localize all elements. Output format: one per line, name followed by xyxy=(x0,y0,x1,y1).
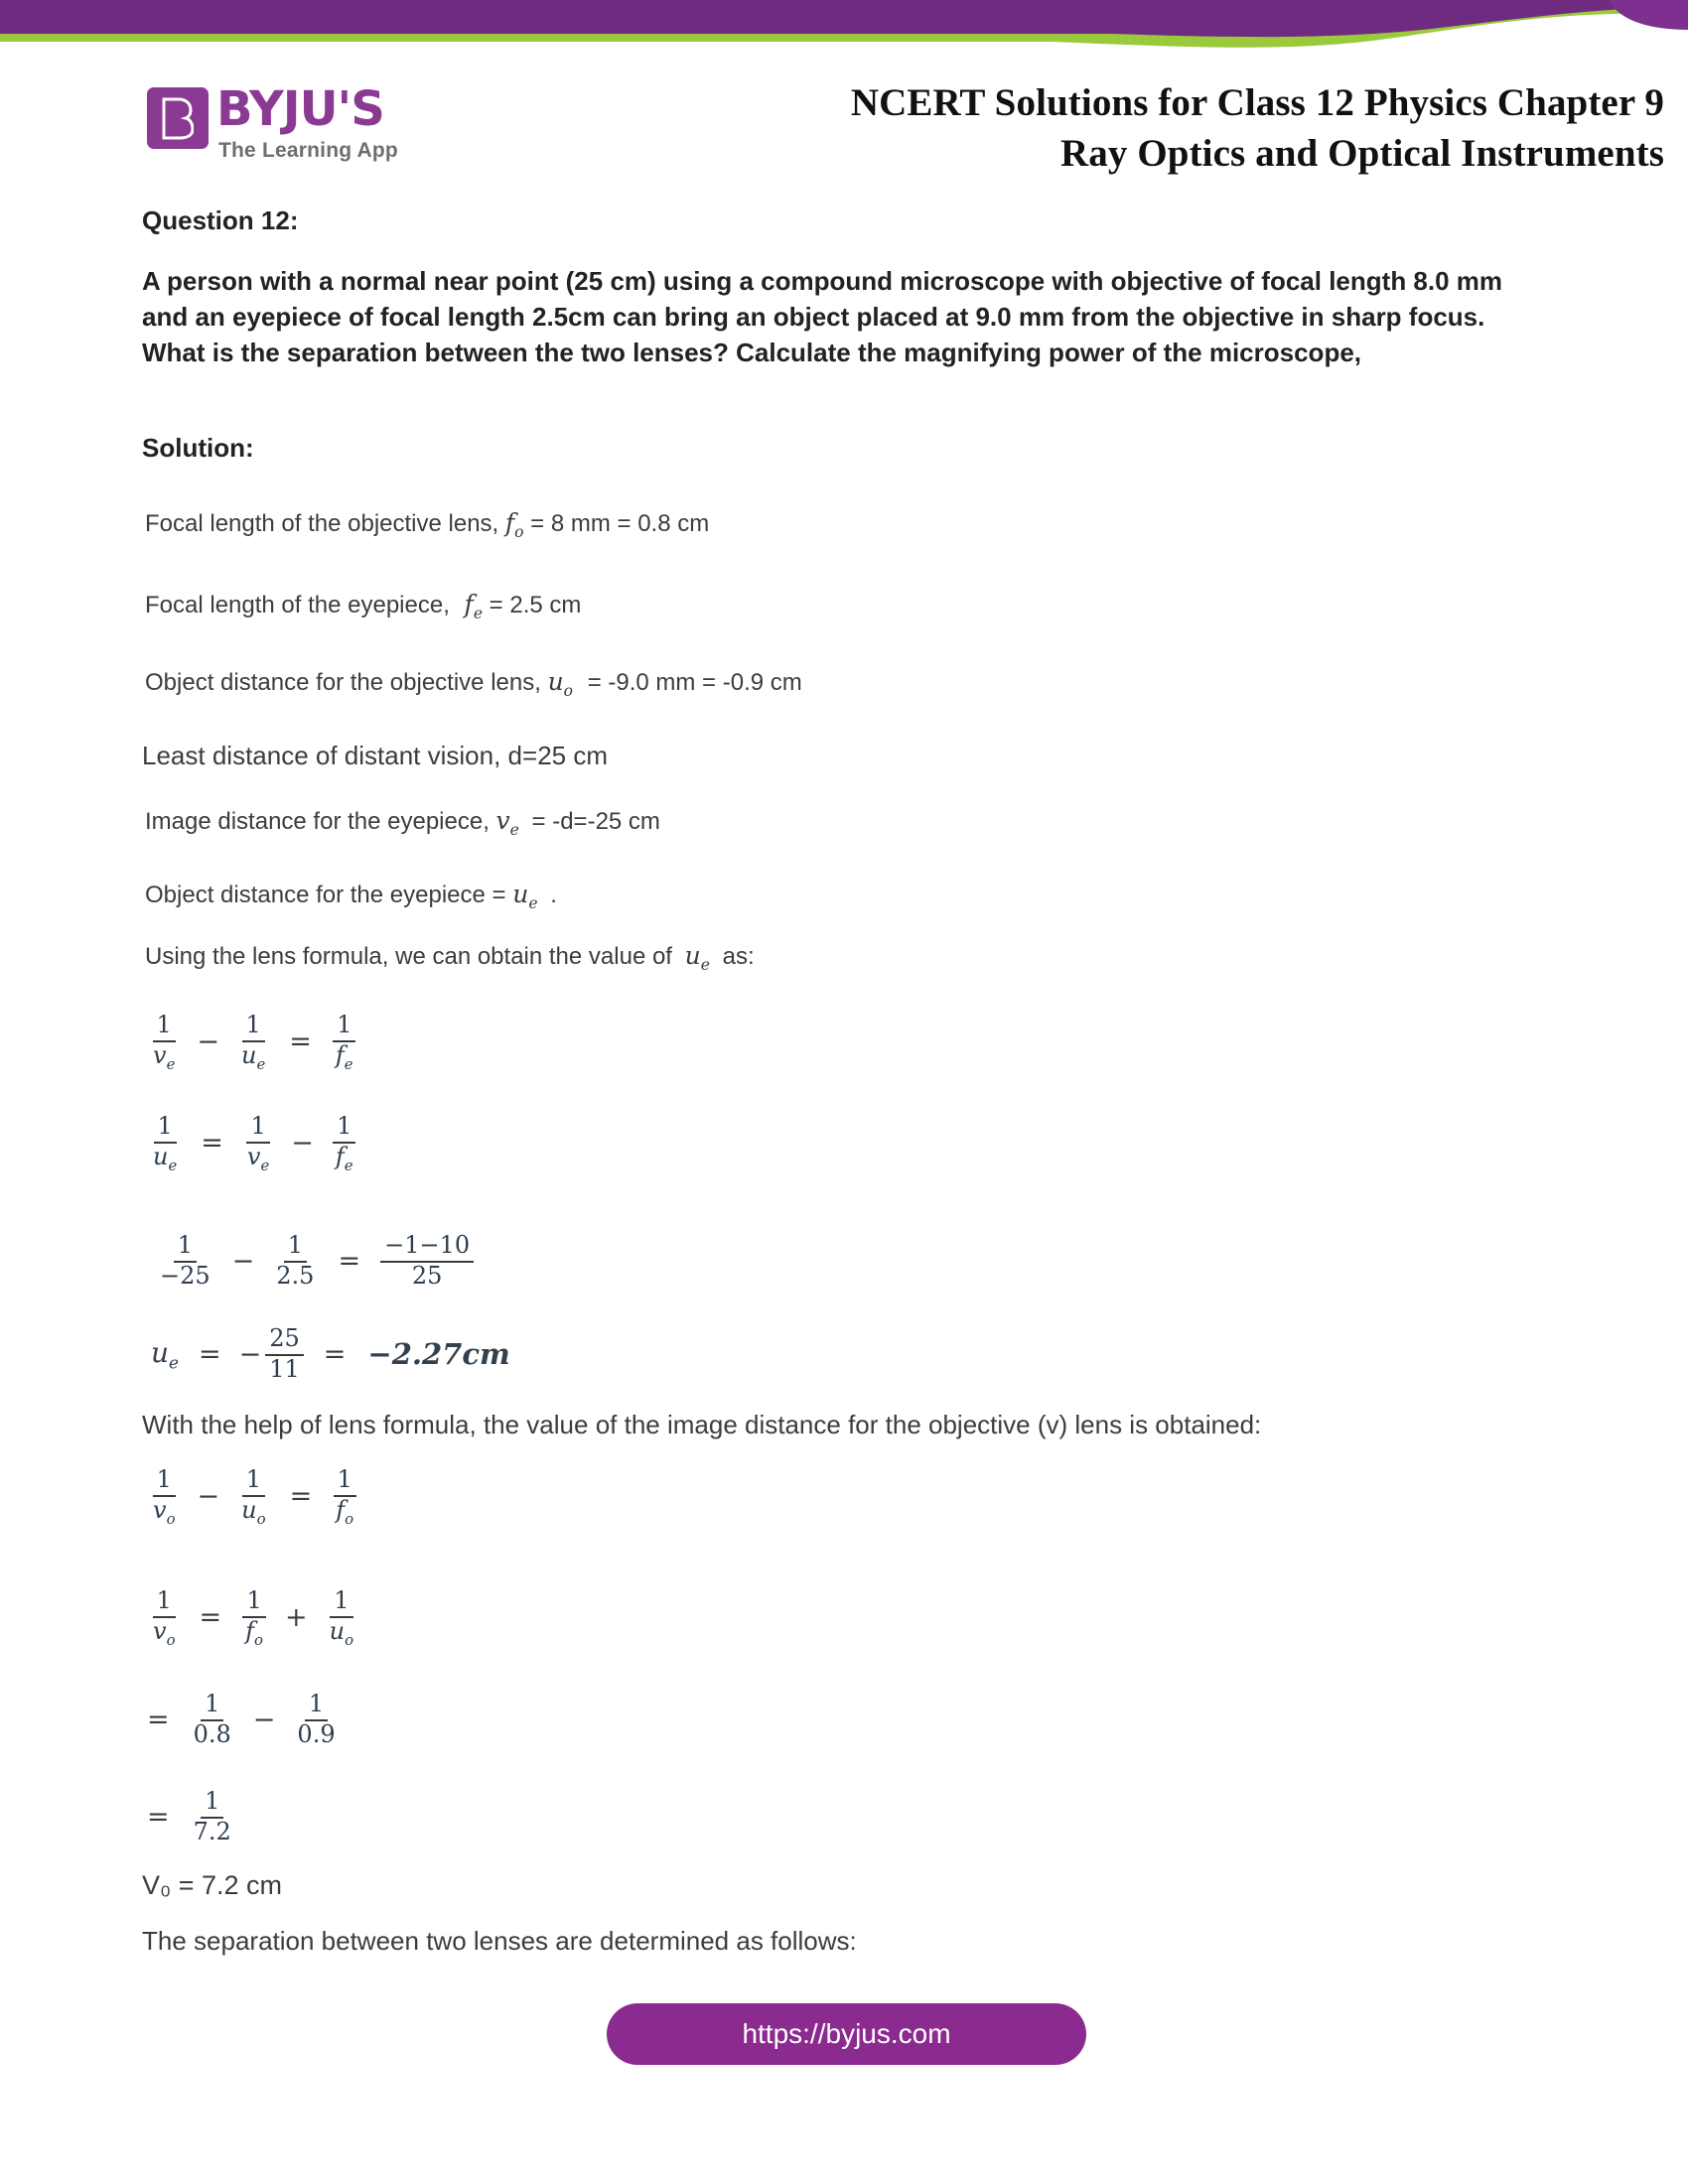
document-title-line2: Ray Optics and Optical Instruments xyxy=(1060,132,1664,176)
eq8-operator-0: = xyxy=(147,1801,170,1833)
eq2-operator-2: − xyxy=(291,1128,314,1160)
byjus-url-text: https://byjus.com xyxy=(742,2018,951,2049)
objective-intro-line: With the help of lens formula, the value of the image distance for the objective (v) lens is obtained: xyxy=(142,1410,1262,1439)
document-title-line1: NCERT Solutions for Class 12 Physics Chapter 9 xyxy=(850,81,1664,124)
banner-purple-cap xyxy=(1609,0,1688,30)
equation-8 xyxy=(147,1789,237,1845)
object-objective-variable: $u_o$ xyxy=(547,667,574,700)
question-body: A person with a normal near point (25 cm) using a compound microscope with objective of focal length 8.0 mm and an eyepiece of focal length 2.5cm can bring an object placed at 9.0 mm from the objective in sharp focus. What is the separation between the two lenses? Calculate the magnifying power of the microscope, xyxy=(142,266,1503,367)
eq3-operator-2: = xyxy=(338,1245,361,1277)
separation-intro-line: The separation between two lenses are determined as follows: xyxy=(142,1926,857,1956)
eq4-minus: − xyxy=(238,1338,262,1370)
eq4-fraction-1: $\frac{25}{11}$ xyxy=(265,1326,304,1383)
eq4-lhs: $u_e$ xyxy=(151,1336,179,1373)
eq3-operator-1: − xyxy=(231,1245,255,1277)
solution-heading: Solution: xyxy=(142,433,254,463)
byjus-url-button[interactable] xyxy=(607,2003,1086,2065)
eq6-fraction-3: $\frac{1}{u_o}$ xyxy=(329,1586,354,1649)
object-eyepiece-trail: . xyxy=(550,882,557,908)
least-distance-line: Least distance of distant vision, d=25 cm xyxy=(142,741,608,770)
header-banner xyxy=(0,0,1688,60)
image-eyepiece-label: Image distance for the eyepiece, xyxy=(145,808,490,835)
byjus-logo-word: BYJU'S xyxy=(216,81,384,137)
equation-7 xyxy=(147,1692,342,1748)
focal-eyepiece-variable: $f_e$ xyxy=(464,590,483,622)
focal-objective-value: = 8 mm = 0.8 cm xyxy=(530,510,710,537)
focal-objective-variable: $f_o$ xyxy=(504,508,524,541)
eq6-operator-1: = xyxy=(199,1602,222,1634)
eq7-fraction-2: $\frac{1}{0.9}$ xyxy=(297,1690,336,1748)
focal-eyepiece-line xyxy=(145,590,581,622)
vo-result-line: V₀ = 7.2 cm xyxy=(142,1870,283,1900)
eq2-operator-1: = xyxy=(201,1128,223,1160)
object-eyepiece-line xyxy=(145,880,557,912)
eq6-operator-2: + xyxy=(285,1602,308,1634)
eq1-fraction-3: $\frac{1}{f_e}$ xyxy=(332,1013,357,1072)
object-eyepiece-label: Object distance for the eyepiece = xyxy=(145,882,506,908)
eq4-result: −2.27cm xyxy=(367,1337,510,1372)
using-lens-formula-pre: Using the lens formula, we can obtain the value of xyxy=(145,943,672,970)
byjus-logo-mark xyxy=(147,87,209,149)
eq1-fraction-1: $\frac{1}{v_e}$ xyxy=(153,1011,176,1073)
eq7-operator-0: = xyxy=(147,1704,170,1735)
object-objective-label: Object distance for the objective lens, xyxy=(145,669,541,696)
equation-6 xyxy=(147,1588,359,1648)
using-lens-formula-post: as: xyxy=(722,943,755,970)
eq2-fraction-3: $\frac{1}{f_e}$ xyxy=(332,1114,357,1173)
image-eyepiece-line xyxy=(145,806,660,839)
eq3-fraction-1: $\frac{1}{-25}$ xyxy=(160,1231,211,1290)
eq7-fraction-1: $\frac{1}{0.8}$ xyxy=(193,1690,231,1748)
byjus-logo xyxy=(147,81,445,173)
using-lens-formula-variable: $u_e$ xyxy=(684,941,710,974)
using-lens-formula-line xyxy=(145,941,755,974)
eq2-fraction-1: $\frac{1}{u_e}$ xyxy=(153,1112,178,1174)
object-objective-line xyxy=(145,667,802,700)
image-eyepiece-variable: $v_e$ xyxy=(495,806,519,839)
question-heading: Question 12: xyxy=(142,205,299,235)
equation-2 xyxy=(147,1114,359,1173)
eq8-fraction-1: $\frac{1}{7.2}$ xyxy=(193,1787,231,1845)
focal-objective-line xyxy=(145,508,709,541)
eq3-fraction-2: $\frac{1}{2.5}$ xyxy=(276,1231,315,1290)
eq6-fraction-2: $\frac{1}{f_o}$ xyxy=(241,1588,267,1648)
object-objective-value: = -9.0 mm = -0.9 cm xyxy=(587,669,802,696)
eq6-fraction-1: $\frac{1}{v_o}$ xyxy=(153,1586,176,1649)
eq5-operator-2: = xyxy=(289,1481,313,1513)
eq1-fraction-2: $\frac{1}{u_e}$ xyxy=(241,1011,266,1073)
focal-eyepiece-label: Focal length of the eyepiece, xyxy=(145,592,450,618)
eq5-fraction-1: $\frac{1}{v_o}$ xyxy=(153,1465,176,1528)
logo-b-glyph xyxy=(160,96,194,140)
eq4-operator-2: = xyxy=(323,1338,347,1370)
eq5-fraction-3: $\frac{1}{f_o}$ xyxy=(332,1467,357,1527)
image-eyepiece-value: = -d=-25 cm xyxy=(531,808,660,835)
eq2-fraction-2: $\frac{1}{v_e}$ xyxy=(246,1112,270,1174)
focal-objective-label: Focal length of the objective lens, xyxy=(145,510,499,537)
eq3-fraction-3: $\frac{-1-10}{25}$ xyxy=(380,1233,474,1290)
eq1-operator-1: − xyxy=(197,1026,219,1058)
eq1-operator-2: = xyxy=(289,1026,312,1058)
byjus-logo-tagline: The Learning App xyxy=(218,139,398,162)
focal-eyepiece-value: = 2.5 cm xyxy=(489,592,582,618)
document-title xyxy=(572,77,1664,180)
eq5-fraction-2: $\frac{1}{u_o}$ xyxy=(241,1465,266,1528)
equation-5 xyxy=(147,1467,359,1527)
eq4-operator-1: = xyxy=(198,1338,221,1370)
eq7-operator-1: − xyxy=(252,1704,276,1735)
equation-3 xyxy=(154,1233,476,1290)
eq5-operator-1: − xyxy=(197,1481,220,1513)
equation-1 xyxy=(147,1013,359,1072)
object-eyepiece-variable: $u_e$ xyxy=(512,880,538,912)
equation-4 xyxy=(151,1326,510,1383)
